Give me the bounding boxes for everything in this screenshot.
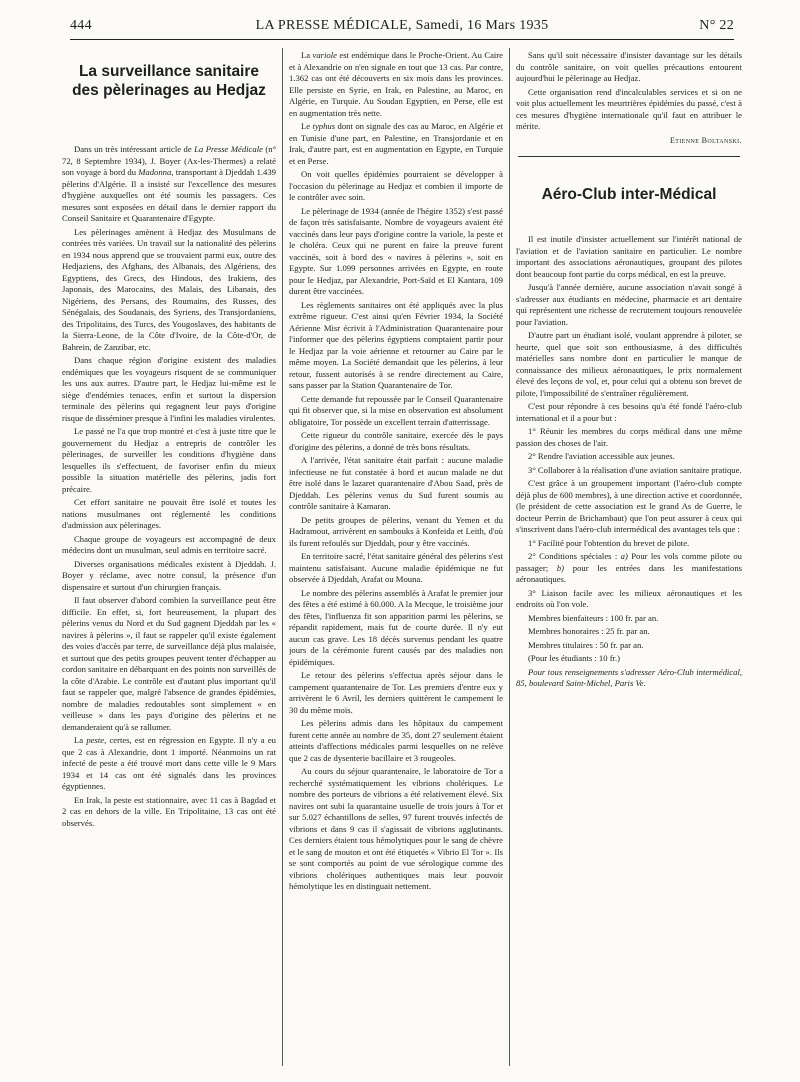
fee-line: Membres bienfaiteurs : 100 fr. par an. — [528, 612, 659, 623]
paragraph: Cette demande fut repoussée par le Conseil Quarantenaire qui fit observer que, si la mise en observation est absolument obligatoire, Tor possède un excellent terrain d'atterrissage. — [289, 393, 503, 427]
paragraph: Le retour des pèlerins s'effectua après séjour dans le campement quarantenaire de Tor. Les premiers d'entre eux y arrivèrent le 6 Avril, les derniers quittèrent le campement le 30 du même mois. — [289, 670, 503, 715]
article-separator — [518, 156, 740, 157]
paragraph: Les pèlerinages amènent à Hedjaz des Musulmans de contrées très variées. Un travail sur la nationalité des pèlerins en 1934 nous apprend que se trouvaient parmi eux, outre des Hedjaziens, des Afghans, des Albanais, des Algériens, des Egyptiens, des Grecs, des Hindous, des Irakiens, des Japonais, des Marocains, des Malais, des Libanais, des Nigériens, des Persans, des Roumains, des Russes, des Sénégalais, des Soudanais, des Syriens, des Transjordaniens, des Tripolitains, des Turcs, des Yougoslaves, des habitants de la Sierra-Leone, de la Côte d'Ivoire, de la Côte-d'Or, de Bahrein, de Zanzibar, etc. — [62, 226, 276, 352]
fee-line: (Pour les étudiants : 10 fr.) — [528, 653, 620, 663]
list-item: 1° Réunir les membres du corps médical dans une même passion des choses de l'air. — [516, 426, 742, 448]
paragraph: Cet effort sanitaire ne pouvait être isolé et toutes les nations musulmanes ont réglementé les conditions d'admission aux pèlerinages. — [62, 497, 276, 530]
column-divider — [509, 48, 510, 1066]
paragraph: Le passé ne l'a que trop montré et c'est à juste titre que le gouvernement du Hedjaz a entrepris de contrôler les pèlerinages, de surveiller les conditions d'hygiène dans lesquelles ils s'effectuent, de favoriser enfin du mieux possible la situation matérielle des pèlerins, jadis fort précaire. — [62, 426, 276, 494]
fee-line: Membres titulaires : 50 fr. par an. — [528, 639, 644, 650]
page-header — [70, 14, 734, 40]
article-title: Aéro-Club inter-Médical — [541, 186, 717, 203]
paragraph: C'est grâce à un groupement important (l'aéro-club compte déjà plus de 600 membres), à une direction active et coordonnée, (le président de cette association est le grand As de Guerre, le docteur Perrin de Brichambaut) que l'on peut assurer à ceux qui s'inscrivent dans l'aéro-club intermédical des avantages tels que : — [516, 478, 742, 534]
paragraph: Jusqu'à l'année dernière, aucune association n'avait songé à s'adresser aux étudiants en médecine, pharmacie et art dentaire qui représentent une richesse de recrutement toujours renouvelée pour l'aviation. — [516, 282, 742, 327]
paragraph: La peste, certes, est en régression en Egypte. Il n'y a eu que 2 cas à Alexandrie, dont 1 importé. Néanmoins un rat infecté de peste a été trouvé mort dans cette ville le 9 Mars 1934 et 14 cas ont été signalés dans les provinces égyptiennes. — [62, 735, 276, 791]
paragraph: Le nombre des pèlerins assemblés à Arafat le premier jour des fêtes a été estimé à 60.000. A la Mecque, le troisième jour des fêtes, l'influenza fit son apparition parmi les pèlerins, se répandit rapidement, mais fut de courte durée. Il n'y eut aucun cas grave. Les 18 décès survenus pendant les quatre jours de la cérémonie furent causés par des maladies non épidémiques. — [289, 587, 503, 667]
contact-note: Pour tous renseignements s'adresser Aéro-Club intermédical, 85, boulevard Saint-Michel, Paris Ve. — [516, 666, 742, 688]
fee-line: Membres honoraires : 25 fr. par an. — [528, 626, 650, 636]
paragraph: Chaque groupe de voyageurs est accompagné de deux médecins dont un musulman, seul admis en territoire sacré. — [62, 533, 276, 555]
article-title: La surveillance sanitaire des pèlerinages au Hedjaz — [72, 63, 266, 99]
paragraph: Diverses organisations médicales existent à Djeddah. J. Boyer y réclame, avec notre consul, la présence d'un dispensaire et surtout d'un chirurgien français. — [62, 558, 276, 592]
page-number: 444 — [70, 18, 92, 33]
paragraph: Dans un très intéressant article de La Presse Médicale (n° 72, 8 Septembre 1934), J. Boyer (Ax-les-Thermes) a relaté son voyage à bord du Madonna, transportant à Djeddah 1.439 pèlerins d'Algérie. Il a insisté sur l'excellence des mesures d'hygiène auxquelles ont été soumis les passagers. Ces mesures sont exposées en détail dans le dernier rapport du Conseil Sanitaire et Quarantenaire d'Egypte. — [62, 144, 276, 223]
paragraph: A l'arrivée, l'état sanitaire était parfait : aucune maladie infectieuse ne fut constatée à bord et aucun malade ne dut être isolé dans le lazaret quarantenaire d'Abou Saad, près de Djeddah. Les pèlerins venus du Sud furent soumis au contrôle sanitaire à Kamaran. — [289, 455, 503, 511]
paragraph: En territoire sacré, l'état sanitaire général des pèlerins s'est maintenu satisfaisant. Aucune maladie épidémique ne fut observée à Djeddah, Arafat ou Mouna. — [289, 551, 503, 584]
list-item: 3° Liaison facile avec les milieux aéronautiques et les endroits où l'on vole. — [516, 587, 742, 609]
paragraph: Au cours du séjour quarantenaire, le laboratoire de Tor a recherché systématiquement les vibrions cholériques. Le nombre des porteurs de vibrions a été relativement élevé. Six navires ont subi la quarantaine usuelle de trois jours à Tor et sur 5.027 échantillons de selles, 97 furent trouvés infectés de vibrions et dans 9 cas il s'agissait de vibrions agglutinants. Ces derniers étaient tous hémolytiques pour le sang de chèvre et le sang de mouton et ont été étiquetés « Vibrio El Tor ». Ils se sont comportés au point de vue sérologique comme des vibrions cholériques authentiques mais leur pouvoir hémolytique les en distinguait nettement. — [289, 766, 503, 891]
list-item: 2° Conditions spéciales : a) Pour les vols comme pilote ou passager; b) pour les entrées dans les manifestations aéronautiques. — [516, 551, 742, 584]
paragraph: On voit quelles épidémies pourraient se développer à l'occasion du pèlerinage au Hedjaz et combien il importe de le contrôler avec soin. — [289, 169, 503, 202]
header-rule — [70, 39, 734, 40]
column-1 — [62, 50, 276, 1065]
paragraph: D'autre part un étudiant isolé, voulant apprendre à piloter, se heurte, quel que soit son enthousiasme, à des difficultés matérielles sans nombre dont en particulier le manque de connaissance des milieux aéronautiques, le prix normalement élevé des leçons de vol, et, pour celui qui a obtenu son brevet de pilote, l'impossibilité de s'entraîner régulièrement. — [516, 330, 742, 398]
list-item: 1° Facilité pour l'obtention du brevet de pilote. — [528, 537, 690, 548]
paragraph: En Irak, la peste est stationnaire, avec 11 cas à Bagdad et 2 cas en dehors de la ville. En Tripolitaine, 13 cas ont été observés. — [62, 794, 276, 828]
list-item: 3° Collaborer à la réalisation d'une aviation sanitaire pratique. — [528, 464, 742, 475]
paragraph: De petits groupes de pèlerins, venant du Yemen et du Hadramout, arrivèrent en sambouks à Konfeida et Leith, d'où ils furent refoulés sur Djeddah, pour y être vaccinés. — [289, 514, 503, 548]
paragraph: Cette organisation rend d'incalculables services et si on ne voit plus actuellement les meurtrières épidémies du passé, c'est à ces mesures d'hygiène internationale qu'il faut en attribuer le mérite. — [516, 86, 742, 131]
paragraph: La variole est endémique dans le Proche-Orient. Au Caire et à Alexandrie on n'en signale en tout que 13 cas. Par contre, 1.362 cas ont été découverts en six mois dans les provinces. Elle persiste en Syrie, en Irak, en Palestine, au Maroc, en Algérie, en Turquie. Au Soudan Egyptien, en Perse, elle est en augmentation très nette. — [289, 50, 503, 118]
list-item: 2° Rendre l'aviation accessible aux jeunes. — [528, 451, 675, 461]
paragraph: C'est pour répondre à ces besoins qu'a été fondé l'aéro-club international et il a pour but : — [516, 401, 742, 423]
paragraph: Les pèlerins admis dans les hôpitaux du campement furent cette année au nombre de 35, dont 27 seulement étaient atteints d'affections médicales parmi lesquelles on ne relève que 2 cas de dysenterie bacillaire et 3 rougeoles. — [289, 718, 503, 763]
paragraph: Sans qu'il soit nécessaire d'insister davantage sur les détails du contrôle sanitaire, on voit quelles précautions entourent aujourd'hui le pèlerinage au Hedjaz. — [516, 50, 742, 83]
journal-title: LA PRESSE MÉDICALE, Samedi, 16 Mars 1935 — [255, 18, 549, 33]
issue-number: N° 22 — [699, 18, 734, 33]
paragraph: Il est inutile d'insister actuellement sur l'intérêt national de l'aviation et de l'aviation sanitaire en particulier. Le nombre important des associations aéronautiques, groupant des pilotes dont beaucoup font partie du corps médical, en est la preuve. — [516, 234, 742, 279]
paragraph: Le pèlerinage de 1934 (année de l'hégire 1352) s'est passé de façon très satisfaisante. Nombre de voyageurs avaient été vaccinés dans leur pays d'origine contre la variole, la peste et le choléra. Ceux qui ne purent en faire la preuve furent vaccinés, soit à bord des « navires à pèlerins », soit en Egypte. Sur 1.099 personnes arrivées en Egypte, en route pour le Hedjaz, par Alexandrie, Port-Saïd et El Kantara, 109 durent être vaccinées. — [289, 205, 503, 296]
paragraph: Cette rigueur du contrôle sanitaire, exercée dès le pays d'origine des pèlerins, a donné de très bons résultats. — [289, 430, 503, 452]
author-signature: Etienne Boltanski. — [669, 135, 742, 145]
paragraph: Dans chaque région d'origine existent des maladies endémiques que les voyageurs risquent de se communiquer les uns aux autres. D'autre part, le Hedjaz lui-même est le siège d'endémies tenaces, enfin et surtout la dispersion terminale des pèlerins qui regagnent leur pays d'origine risque de disséminer presque à l'infini les maladies virulentes. — [62, 355, 276, 423]
column-3 — [516, 50, 742, 1065]
column-divider — [282, 48, 283, 1066]
paragraph: Les règlements sanitaires ont été appliqués avec la plus extrême rigueur. C'est ainsi qu'en Février 1934, la Société Aérienne Misr écrivit à l'Administration Quarantenaire pour l'informer que des pèlerins égyptiens comptaient partir pour le Hedjaz par la voie aérienne et retourner au Caire par le même moyen. La Société demandait que les pèlerins, à leur retour, fussent autorisés à se rendre directement au Caire, sans passer par la Station Quarantenaire de Tor. — [289, 299, 503, 390]
paragraph: Le typhus dont on signale des cas au Maroc, en Algérie et en Tunisie d'une part, en Palestine, en Transjordanie et en Irak, d'autre part, est en augmentation en Egypte, en Turquie et en Perse. — [289, 121, 503, 166]
paragraph: Il faut observer d'abord combien la surveillance peut être difficile. En effet, si, fort heureusement, la plupart des pèlerins venus du Nord et du Sud gagnent Djeddah par les « navires à pèlerins », il faut se rappeler qu'il existe également des voies d'accès par terre, de surveillance déjà plus malaisée, et surtout que des petits groupes peuvent tenter d'échapper au cordon sanitaire en débarquant en des points non surveillés de la côte d'Arabie. Le contrôle est d'autant plus important qu'il faut se rappeler que, malgré l'absence de grandes épidémies, nombre de maladies redoutables sont simplement « en veilleuse » dans les pays d'origine des pèlerins et ne demanderaient qu'à se rallumer. — [62, 595, 276, 732]
column-2 — [289, 50, 503, 1065]
